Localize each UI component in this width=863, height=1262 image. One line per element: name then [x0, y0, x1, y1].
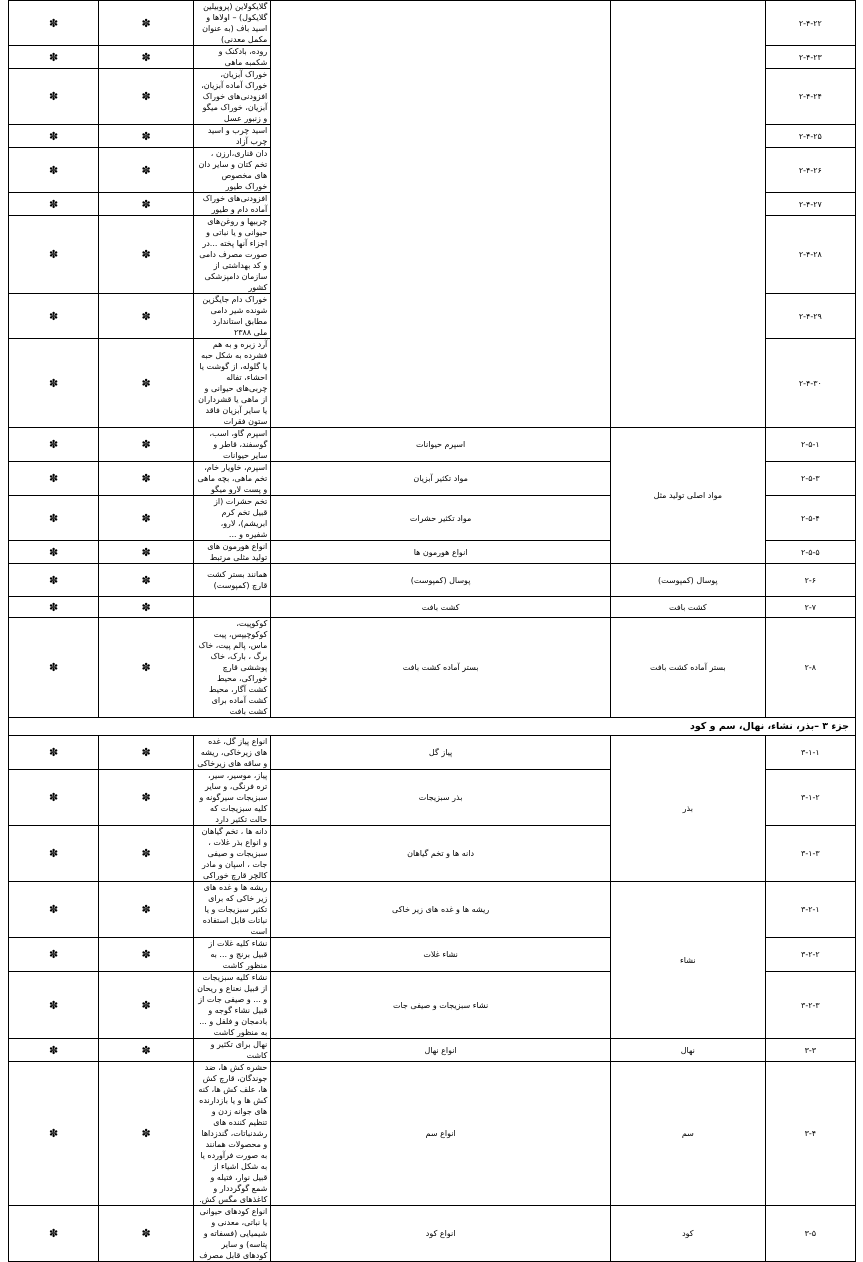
subgroup-cell: انواع هورمون ها: [271, 541, 611, 564]
group-cell: سم: [610, 1062, 765, 1206]
row-code: ۲-۴-۳۰: [765, 339, 855, 428]
row-code: ۳-۴: [765, 1062, 855, 1206]
row-description: [193, 597, 270, 618]
star-mark: ✽: [9, 1039, 99, 1062]
star-mark: ✽: [99, 618, 194, 718]
star-mark: ✽: [99, 125, 194, 148]
row-description: کوکوپیت، کوکوچیپس، پیت ماس، پالم پیت، خاک برگ ، بارک، خاک پوششی قارچ خوراکی، محیط کشت آگار، محیط کشت آماده برای کشت بافت: [193, 618, 270, 718]
row-code: ۲-۶: [765, 564, 855, 597]
table-row: [9, 1039, 856, 1062]
row-description: اسپرم، خاویار خام، تخم ماهی، بچه ماهی و پست لارو میگو: [193, 462, 270, 496]
star-mark: ✽: [99, 1, 194, 46]
star-mark: ✽: [99, 1206, 194, 1262]
star-mark: ✽: [99, 339, 194, 428]
star-mark: ✽: [99, 541, 194, 564]
star-mark: ✽: [99, 428, 194, 462]
star-mark: ✽: [99, 148, 194, 193]
row-code: ۲-۴-۲۸: [765, 216, 855, 294]
row-code: ۳-۳: [765, 1039, 855, 1062]
row-description: افزودنی‌های خوراک آماده دام و طیور: [193, 193, 270, 216]
star-mark: ✽: [9, 216, 99, 294]
star-mark: ✽: [99, 882, 194, 938]
star-mark: ✽: [99, 69, 194, 125]
star-mark: ✽: [9, 597, 99, 618]
star-mark: ✽: [9, 770, 99, 826]
star-mark: ✽: [99, 216, 194, 294]
star-mark: ✽: [9, 428, 99, 462]
star-mark: ✽: [99, 496, 194, 541]
group-cell: نشاء: [610, 882, 765, 1039]
row-description: نشاء کلیه سبزیجات از قبیل نعناع و ریحان و ... و صیفی جات از قبیل نشاء گوجه و بادمجان و فلفل و ... به منظور کاشت: [193, 972, 270, 1039]
group-cell: پوسال (کمپوست): [610, 564, 765, 597]
table-row: [9, 597, 856, 618]
subgroup-cell: دانه ها و تخم گیاهان: [271, 826, 611, 882]
subgroup-cell: نشاء سبزیجات و صیفی جات: [271, 972, 611, 1039]
subgroup-cell: کشت بافت: [271, 597, 611, 618]
table-row: [9, 736, 856, 770]
star-mark: ✽: [99, 1062, 194, 1206]
star-mark: ✽: [9, 294, 99, 339]
row-description: ریشه ها و غده های زیر خاکی که برای تکثیر سبزیجات و یا نباتات قابل استفاده است: [193, 882, 270, 938]
subgroup-cell: ریشه ها و غده های زیر خاکی: [271, 882, 611, 938]
row-code: ۲-۵-۳: [765, 462, 855, 496]
row-code: ۳-۱-۳: [765, 826, 855, 882]
row-code: ۲-۴-۲۵: [765, 125, 855, 148]
subgroup-cell: مواد تکثیر حشرات: [271, 496, 611, 541]
star-mark: ✽: [99, 597, 194, 618]
row-description: خوراک دام جایگزین شونده شیر دامی مطابق استاندارد ملی ۲۳۸۸: [193, 294, 270, 339]
table-row: [9, 1, 856, 46]
row-description: دان قناری،ارزن ، تخم کتان و سایر دان های مخصوص خوراک طیور: [193, 148, 270, 193]
row-code: ۲-۴-۲۳: [765, 46, 855, 69]
star-mark: ✽: [9, 46, 99, 69]
subgroup-cell: انواع نهال: [271, 1039, 611, 1062]
row-code: ۲-۴-۲۹: [765, 294, 855, 339]
star-mark: ✽: [99, 826, 194, 882]
subgroup-cell: بذر سبزیجات: [271, 770, 611, 826]
row-description: انواع پیاز گل، غده های زیرخاکی، ریشه و ساقه های زیرخاکی: [193, 736, 270, 770]
subgroup-cell: اسپرم حیوانات: [271, 428, 611, 462]
row-description: گلایکولاین (پروبیلین گلایکول) – اولاها و اسید باف (به عنوان مکمل معدنی): [193, 1, 270, 46]
star-mark: ✽: [9, 125, 99, 148]
group-cell: [610, 1, 765, 428]
star-mark: ✽: [9, 69, 99, 125]
row-description: تخم حشرات (از قبیل تخم کرم ابریشم)، لارو، شفیره و ...: [193, 496, 270, 541]
row-code: ۲-۵-۴: [765, 496, 855, 541]
section-header-row: [9, 718, 856, 736]
row-description: پیاز، موسیر، سیر، تره فرنگی، و سایر سبزیجات سیرگونه و کلیه سبزیجات که حالت تکثیر دارد: [193, 770, 270, 826]
group-cell: نهال: [610, 1039, 765, 1062]
subgroup-cell: پوسال (کمپوست): [271, 564, 611, 597]
row-description: نشاء کلیه غلات از قبیل برنج و ... به منظور کاشت: [193, 938, 270, 972]
star-mark: ✽: [9, 972, 99, 1039]
table-row: [9, 618, 856, 718]
group-cell: کود: [610, 1206, 765, 1262]
star-mark: ✽: [9, 193, 99, 216]
row-code: ۲-۸: [765, 618, 855, 718]
subgroup-cell: پیاز گل: [271, 736, 611, 770]
subgroup-cell: انواع کود: [271, 1206, 611, 1262]
subgroup-cell: [271, 1, 611, 428]
row-code: ۳-۵: [765, 1206, 855, 1262]
star-mark: ✽: [9, 541, 99, 564]
content-table: [8, 0, 856, 1262]
star-mark: ✽: [9, 564, 99, 597]
table-row: [9, 1062, 856, 1206]
row-description: دانه ها ، تخم گیاهان و انواع بذر غلات ، سبزیجات و صیفی جات ، اسپان و مادر کالچر قارچ خوراکی: [193, 826, 270, 882]
star-mark: ✽: [9, 736, 99, 770]
row-description: انواع کودهای حیوانی یا نباتی، معدنی و شیمیایی (فسفاته و پتاسه) و سایر کودهای قابل مصرف: [193, 1206, 270, 1262]
row-description: همانند بستر کشت قارچ (کمپوست): [193, 564, 270, 597]
table-row: [9, 564, 856, 597]
star-mark: ✽: [9, 496, 99, 541]
row-description: خوراک آبزیان، خوراک آماده آبزیان، افزودنی‌های خوراک آبزیان، خوراک میگو و زنبور عسل: [193, 69, 270, 125]
row-code: ۲-۵-۱: [765, 428, 855, 462]
star-mark: ✽: [99, 46, 194, 69]
row-code: ۳-۲-۳: [765, 972, 855, 1039]
row-code: ۲-۷: [765, 597, 855, 618]
row-code: ۲-۴-۲۷: [765, 193, 855, 216]
star-mark: ✽: [99, 462, 194, 496]
star-mark: ✽: [99, 564, 194, 597]
star-mark: ✽: [9, 1206, 99, 1262]
table-row: [9, 428, 856, 462]
star-mark: ✽: [9, 148, 99, 193]
star-mark: ✽: [9, 826, 99, 882]
subgroup-cell: بستر آماده کشت بافت: [271, 618, 611, 718]
row-description: روده، بادکنک و شکمبه ماهی: [193, 46, 270, 69]
row-description: حشره کش ها، ضد جوندگان، قارچ کش ها، علف کش ها، کنه کش ها و یا بازدارنده های جوانه زدن و تنظیم کننده های رشدنباتات، گندزداها و محصولات همانند به صورت فرآورده یا به شکل اشیاء از قبیل نوار، فتیله و شمع گوگرددار و کاغذهای مگس کش.: [193, 1062, 270, 1206]
star-mark: ✽: [9, 462, 99, 496]
group-cell: مواد اصلی تولید مثل: [610, 428, 765, 564]
row-code: ۲-۴-۲۲: [765, 1, 855, 46]
group-cell: بذر: [610, 736, 765, 882]
star-mark: ✽: [99, 770, 194, 826]
star-mark: ✽: [9, 1, 99, 46]
row-description: انواع هورمون های تولید مثلی مرتبط: [193, 541, 270, 564]
star-mark: ✽: [9, 882, 99, 938]
star-mark: ✽: [99, 294, 194, 339]
subgroup-cell: انواع سم: [271, 1062, 611, 1206]
row-description: چربیها و روغن‌های حیوانی و یا نباتی و اجزاء آنها پخته ...در صورت مصرف دامی و کد بهداشتی از سازمان دامپزشکی کشور: [193, 216, 270, 294]
star-mark: ✽: [99, 736, 194, 770]
row-code: ۳-۱-۱: [765, 736, 855, 770]
star-mark: ✽: [9, 339, 99, 428]
section-title: جزء ۳ –بذر، نشاء، نهال، سم و کود: [9, 718, 856, 736]
star-mark: ✽: [99, 193, 194, 216]
star-mark: ✽: [9, 938, 99, 972]
row-code: ۳-۲-۱: [765, 882, 855, 938]
group-cell: کشت بافت: [610, 597, 765, 618]
star-mark: ✽: [9, 618, 99, 718]
table-row: [9, 882, 856, 938]
star-mark: ✽: [99, 938, 194, 972]
star-mark: ✽: [99, 1039, 194, 1062]
row-code: ۳-۱-۲: [765, 770, 855, 826]
row-code: ۲-۴-۲۶: [765, 148, 855, 193]
star-mark: ✽: [99, 972, 194, 1039]
group-cell: بستر آماده کشت بافت: [610, 618, 765, 718]
row-code: ۲-۴-۲۴: [765, 69, 855, 125]
star-mark: ✽: [9, 1062, 99, 1206]
row-description: اسید چرب و اسید چرب آزاد: [193, 125, 270, 148]
table-row: [9, 1206, 856, 1262]
subgroup-cell: مواد تکثیر آبزیان: [271, 462, 611, 496]
subgroup-cell: نشاء غلات: [271, 938, 611, 972]
row-code: ۲-۵-۵: [765, 541, 855, 564]
row-code: ۳-۲-۲: [765, 938, 855, 972]
row-description: اسپرم گاو، اسب، گوسفند، قاطر و سایر حیوانات: [193, 428, 270, 462]
row-description: آرد زبره و به هم فشرده به شکل حبه یا گلوله، از گوشت یا احشاء، تفاله چربی‌های حیوانی و از ماهی یا قشرداران یا سایر آبزیان فاقد ستون فقرات: [193, 339, 270, 428]
row-description: نهال برای تکثیر و کاشت: [193, 1039, 270, 1062]
